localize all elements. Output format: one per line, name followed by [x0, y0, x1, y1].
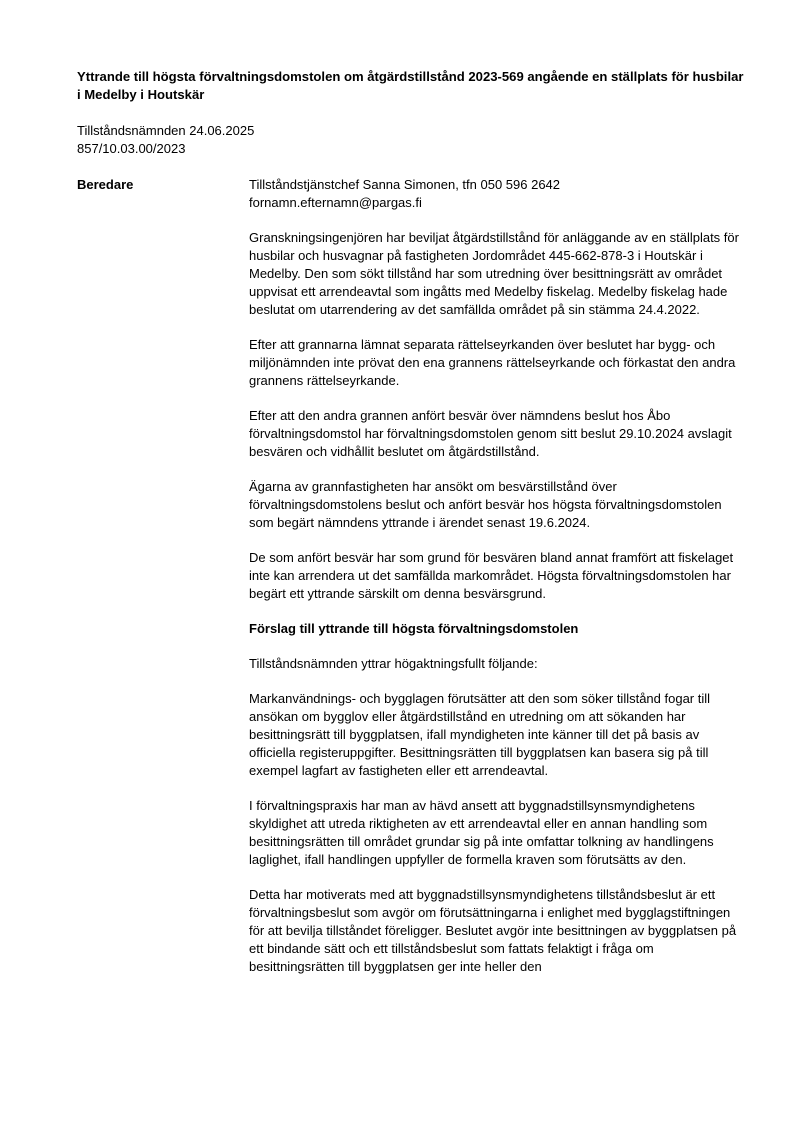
paragraph: Tillståndsnämnden yttrar högaktningsfullt följande: [249, 656, 538, 671]
preparer-label: Beredare [77, 177, 134, 192]
section-heading: Förslag till yttrande till högsta förvaltningsdomstolen [249, 621, 579, 636]
paragraph: I förvaltningspraxis har man av hävd ansett att byggnadstillsynsmyndighetens skyldighet att utreda riktigheten av ett arrendeavtal eller en annan handling som besittningsrätten till området grundar sig på inte omfattar tolkning av handlingens laglighet, ifall handlingen uppfyller de formella kraven som förutsätts av den. [249, 798, 714, 867]
paragraph: Efter att grannarna lämnat separata rättelseyrkanden över beslutet har bygg- och miljönämnden inte prövat den ena grannens rättelseyrkande och förkastat den andra grannens rättelseyrkande. [249, 337, 736, 388]
meeting-line: Tillståndsnämnden 24.06.2025 [77, 123, 255, 138]
preparer-block [249, 176, 741, 212]
preparer-email: fornamn.efternamn@pargas.fi [249, 195, 422, 210]
paragraph: Ägarna av grannfastigheten har ansökt om besvärstillstånd över förvaltningsdomstolens beslut och anfört besvär hos högsta förvaltningsdomstolen som begärt nämndens yttrande i ärendet senast 19.6.2024. [249, 479, 722, 530]
document-body [249, 176, 741, 976]
paragraph: Granskningsingenjören har beviljat åtgärdstillstånd för anläggande av en ställplats för husbilar och husvagnar på fastigheten Jordområdet 445-662-878-3 i Houtskär i Medelby. Den som sökt tillstånd har som utredning över besittningsrätt av området uppvisat ett arrendeavtal som ingåtts med Medelby fiskelag. Medelby fiskelag hade beslutat om utarrendering av det samfällda området på sin stämma 24.4.2022. [249, 230, 739, 317]
preparer-name: Tillståndstjänstchef Sanna Simonen, tfn 050 596 2642 [249, 177, 561, 192]
paragraph: De som anfört besvär har som grund för besvären bland annat framfört att fiskelaget inte kan arrendera ut det samfällda markområdet. Högsta förvaltningsdomstolen har begärt ett yttrande särskilt om denna besvärsgrund. [249, 550, 734, 601]
paragraph: Efter att den andra grannen anfört besvär över nämndens beslut hos Åbo förvaltningsdomstol har förvaltningsdomstolen genom sitt beslut 29.10.2024 avslagit besvären och vidhållit beslutet om åtgärdstillstånd. [249, 408, 732, 459]
document-title: Yttrande till högsta förvaltningsdomstolen om åtgärdstillstånd 2023-569 angående en ställplats för husbilar i Medelby i Houtskär [77, 69, 744, 102]
paragraph: Detta har motiverats med att byggnadstillsynsmyndighetens tillståndsbeslut är ett förvaltningsbeslut som avgör om förutsättningarna i enlighet med bygglagstiftningen för att bevilja tillståndet föreligger. Beslutet avgör inte besittningen av byggplatsen på ett bindande sätt och ett tillståndsbeslut som fattats felaktigt i fråga om besittningsrätten till byggplatsen ger inte heller den [249, 887, 737, 974]
reference-number: 857/10.03.00/2023 [77, 141, 186, 156]
paragraph: Markanvändnings- och bygglagen förutsätter att den som söker tillstånd fogar till ansökan om bygglov eller åtgärdstillstånd en utredning om att sökanden har besittningsrätt till byggplatsen, ifall myndigheten inte känner till det på basis av officiella registeruppgifter. Besittningsrätten till byggplatsen kan basera sig på till exempel lagfart av fastigheten eller ett arrendeavtal. [249, 691, 711, 778]
document-meta [77, 122, 254, 158]
